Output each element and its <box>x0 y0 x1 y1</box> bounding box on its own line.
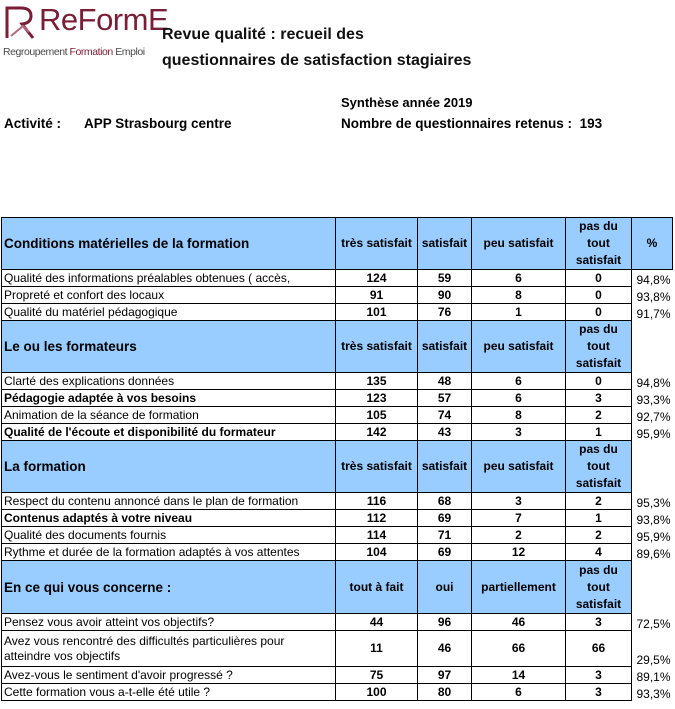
empty-cell <box>632 441 673 493</box>
count-cell: 2 <box>472 527 566 544</box>
count-cell: 75 <box>336 667 418 684</box>
table-row <box>2 407 673 424</box>
table-row <box>2 304 673 321</box>
table-row <box>2 510 673 527</box>
table-row <box>2 424 673 441</box>
column-header: très satisfait <box>336 321 418 373</box>
percent-header: % <box>632 218 673 270</box>
question-label: Qualité de l'écoute et disponibilité du formateur <box>2 424 336 441</box>
table-row <box>2 631 673 667</box>
percent-cell: 93,8% <box>636 512 671 527</box>
table-row <box>2 287 673 304</box>
empty-cell <box>632 561 673 614</box>
question-label: Propreté et confort des locaux <box>2 287 336 304</box>
table-row <box>2 493 673 510</box>
count-cell: 68 <box>418 493 472 510</box>
table-row <box>2 390 673 407</box>
column-header: pas du tout satisfait <box>566 441 632 493</box>
question-label: Pensez vous avoir atteint vos objectifs? <box>2 614 336 631</box>
column-header: très satisfait <box>336 441 418 493</box>
count-cell: 3 <box>472 493 566 510</box>
count-cell: 3 <box>566 684 632 701</box>
count-cell: 46 <box>472 614 566 631</box>
section-header-row <box>2 218 673 270</box>
count-cell: 43 <box>418 424 472 441</box>
count-cell: 1 <box>566 424 632 441</box>
section-title: La formation <box>2 441 336 493</box>
empty-cell <box>632 321 673 373</box>
count-cell: 90 <box>418 287 472 304</box>
question-label: Clarté des explications données <box>2 373 336 390</box>
question-label: Contenus adaptés à votre niveau <box>2 510 336 527</box>
table-row <box>2 527 673 544</box>
count-cell: 59 <box>418 270 472 287</box>
question-label: Rythme et durée de la formation adaptés à vos attentes <box>2 544 336 561</box>
count-cell: 124 <box>336 270 418 287</box>
column-header: tout à fait <box>336 561 418 614</box>
count-cell: 91 <box>336 287 418 304</box>
count-cell: 4 <box>566 544 632 561</box>
questionnaire-count: Nombre de questionnaires retenus : 193 <box>341 116 603 131</box>
count-cell: 3 <box>566 667 632 684</box>
column-header: satisfait <box>418 441 472 493</box>
question-label: Avez-vous le sentiment d'avoir progressé ? <box>2 667 336 684</box>
reforme-logo <box>3 2 169 64</box>
column-header: oui <box>418 561 472 614</box>
count-cell: 69 <box>418 544 472 561</box>
count-cell: 46 <box>418 631 472 667</box>
logo-mark-icon <box>3 2 39 42</box>
count-cell: 44 <box>336 614 418 631</box>
percent-cell: 72,5% <box>636 616 671 631</box>
question-label: Avez vous rencontré des difficultés particulières pour atteindre vos objectifs <box>2 631 336 667</box>
count-cell: 101 <box>336 304 418 321</box>
activite-value: APP Strasbourg centre <box>84 116 232 131</box>
section-header-row <box>2 561 673 614</box>
count-cell: 14 <box>472 667 566 684</box>
section-header-row <box>2 441 673 493</box>
count-cell: 2 <box>566 527 632 544</box>
percent-cell: 89,6% <box>636 546 671 561</box>
count-cell: 76 <box>418 304 472 321</box>
question-label: Cette formation vous a-t-elle été utile ? <box>2 684 336 701</box>
count-cell: 3 <box>472 424 566 441</box>
count-cell: 8 <box>472 407 566 424</box>
section-title: Le ou les formateurs <box>2 321 336 373</box>
count-cell: 104 <box>336 544 418 561</box>
count-cell: 1 <box>472 304 566 321</box>
count-cell: 69 <box>418 510 472 527</box>
count-cell: 74 <box>418 407 472 424</box>
question-label: Qualité des documents fournis <box>2 527 336 544</box>
column-header: satisfait <box>418 321 472 373</box>
percent-cell: 89,1% <box>636 669 671 684</box>
percent-cell: 92,7% <box>636 409 671 424</box>
count-cell: 2 <box>566 493 632 510</box>
column-header: pas du tout satisfait <box>566 561 632 614</box>
percent-cell: 93,8% <box>636 289 671 304</box>
count-cell: 0 <box>566 287 632 304</box>
count-cell: 1 <box>566 510 632 527</box>
count-cell: 0 <box>566 304 632 321</box>
count-cell: 116 <box>336 493 418 510</box>
column-header: partiellement <box>472 561 566 614</box>
percent-cell: 95,9% <box>636 426 671 441</box>
percent-cell: 95,3% <box>636 495 671 510</box>
question-label: Qualité des informations préalables obtenues ( accès, <box>2 270 336 287</box>
count-cell: 100 <box>336 684 418 701</box>
count-cell: 48 <box>418 373 472 390</box>
percent-cell: 94,8% <box>636 375 671 390</box>
column-header: peu satisfait <box>472 321 566 373</box>
count-cell: 6 <box>472 270 566 287</box>
count-cell: 96 <box>418 614 472 631</box>
count-cell: 123 <box>336 390 418 407</box>
count-cell: 57 <box>418 390 472 407</box>
percent-cell: 94,8% <box>636 272 671 287</box>
column-header: peu satisfait <box>472 218 566 270</box>
count-cell: 97 <box>418 667 472 684</box>
count-cell: 66 <box>566 631 632 667</box>
logo-subtitle: Regroupement Formation Emploi <box>3 46 145 58</box>
table-row <box>2 373 673 390</box>
percent-cell: 29,5% <box>636 652 671 667</box>
count-cell: 105 <box>336 407 418 424</box>
page-title: Revue qualité : recueil des questionnaires de satisfaction stagiaires <box>162 26 472 69</box>
count-cell: 6 <box>472 373 566 390</box>
count-cell: 3 <box>566 390 632 407</box>
question-label: Respect du contenu annoncé dans le plan de formation <box>2 493 336 510</box>
question-label: Qualité du matériel pédagogique <box>2 304 336 321</box>
count-cell: 3 <box>566 614 632 631</box>
table-row <box>2 667 673 684</box>
activite-label: Activité : <box>4 116 62 131</box>
logo-wordmark: ReFormE <box>39 2 169 37</box>
table-row <box>2 270 673 287</box>
column-header: pas du tout satisfait <box>566 218 632 270</box>
column-header: satisfait <box>418 218 472 270</box>
percent-cell: 93,3% <box>636 392 671 407</box>
count-cell: 0 <box>566 373 632 390</box>
percent-cell: 93,3% <box>636 686 671 701</box>
count-cell: 12 <box>472 544 566 561</box>
synthese-year: Synthèse année 2019 <box>341 95 473 110</box>
count-cell: 7 <box>472 510 566 527</box>
question-label: Animation de la séance de formation <box>2 407 336 424</box>
section-title: En ce qui vous concerne : <box>2 561 336 614</box>
question-label: Pédagogie adaptée à vos besoins <box>2 390 336 407</box>
column-header: pas du tout satisfait <box>566 321 632 373</box>
count-cell: 114 <box>336 527 418 544</box>
table-row <box>2 614 673 631</box>
count-cell: 6 <box>472 390 566 407</box>
section-header-row <box>2 321 673 373</box>
count-cell: 2 <box>566 407 632 424</box>
count-cell: 71 <box>418 527 472 544</box>
count-cell: 142 <box>336 424 418 441</box>
satisfaction-table <box>1 217 673 701</box>
count-cell: 66 <box>472 631 566 667</box>
count-cell: 8 <box>472 287 566 304</box>
count-cell: 135 <box>336 373 418 390</box>
column-header: très satisfait <box>336 218 418 270</box>
count-cell: 6 <box>472 684 566 701</box>
column-header: peu satisfait <box>472 441 566 493</box>
table-row <box>2 684 673 701</box>
count-cell: 80 <box>418 684 472 701</box>
percent-cell: 91,7% <box>636 306 671 321</box>
table-row <box>2 544 673 561</box>
count-cell: 112 <box>336 510 418 527</box>
count-cell: 0 <box>566 270 632 287</box>
count-cell: 11 <box>336 631 418 667</box>
section-title: Conditions matérielles de la formation <box>2 218 336 270</box>
percent-cell: 95,9% <box>636 529 671 544</box>
